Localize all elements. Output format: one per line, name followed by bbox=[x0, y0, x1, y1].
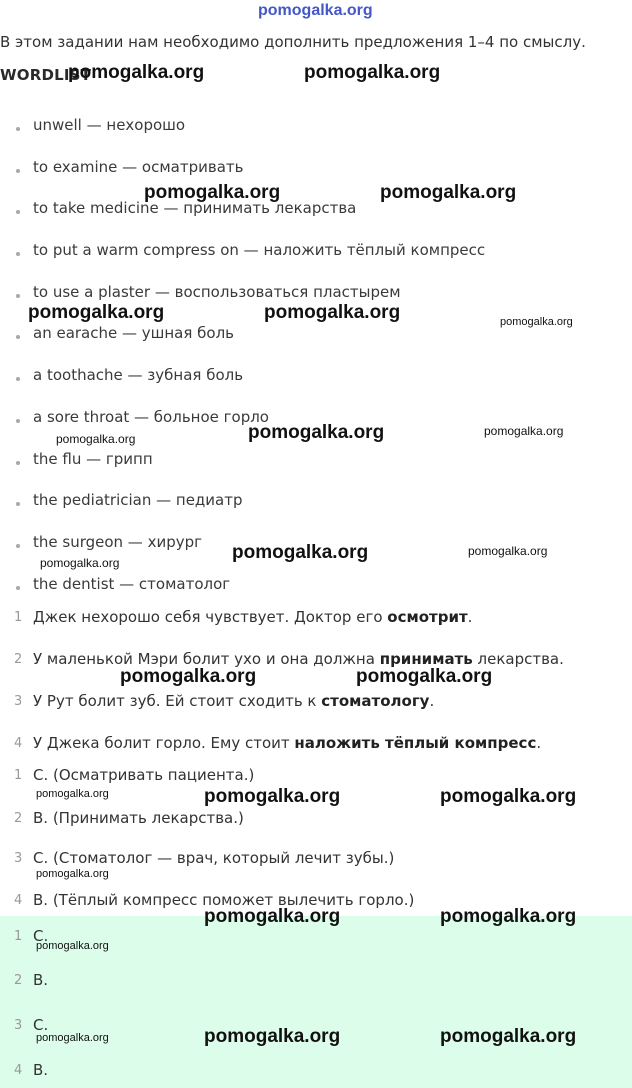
watermark: pomogalka.org bbox=[248, 422, 385, 443]
wordlist-item: the flu — грипп bbox=[33, 450, 153, 468]
watermark: pomogalka.org bbox=[28, 302, 165, 323]
bullet-icon bbox=[16, 210, 20, 214]
wordlist-item: to use a plaster — воспользоваться пластырем bbox=[33, 283, 401, 301]
wordlist-item: to examine — осматривать bbox=[33, 158, 244, 176]
watermark-small: pomogalka.org bbox=[468, 544, 548, 558]
wordlist-item: to put a warm compress on — наложить тёплый компресс bbox=[33, 241, 486, 259]
watermark: pomogalka.org bbox=[304, 62, 441, 83]
wordlist-item: the dentist — стоматолог bbox=[33, 575, 231, 593]
watermark: pomogalka.org bbox=[232, 542, 369, 563]
watermark-small: pomogalka.org bbox=[36, 1032, 109, 1044]
wordlist-item: a sore throat — больное горло bbox=[33, 408, 269, 426]
explanation-text: C. (Осматривать пациента.) bbox=[33, 766, 255, 784]
watermark: pomogalka.org bbox=[204, 786, 341, 807]
item-number: 1 bbox=[14, 610, 23, 625]
item-number: 2 bbox=[14, 973, 23, 988]
item-number: 3 bbox=[14, 1018, 23, 1033]
explanation-text: C. (Стоматолог — врач, который лечит зубы.) bbox=[33, 849, 395, 867]
answer-text: B. bbox=[33, 1061, 49, 1079]
bullet-icon bbox=[16, 252, 20, 256]
watermark-small: pomogalka.org bbox=[36, 868, 109, 880]
watermark: pomogalka.org bbox=[264, 302, 401, 323]
intro-text: В этом задании нам необходимо дополнить предложения 1–4 по смыслу. bbox=[0, 33, 586, 51]
watermark: pomogalka.org bbox=[380, 182, 517, 203]
task-sentence: У Джека болит горло. Ему стоит наложить тёплый компресс. bbox=[33, 734, 542, 752]
wordlist-item: to take medicine — принимать лекарства bbox=[33, 199, 357, 217]
item-number: 1 bbox=[14, 768, 23, 783]
answer-text: C. bbox=[33, 927, 49, 945]
wordlist-item: an earache — ушная боль bbox=[33, 324, 235, 342]
watermark: pomogalka.org bbox=[120, 666, 257, 687]
watermark-small: pomogalka.org bbox=[36, 940, 109, 952]
task-sentence: У Рут болит зуб. Ей стоит сходить к стоматологу. bbox=[33, 692, 435, 710]
wordlist-item: the pediatrician — педиатр bbox=[33, 491, 243, 509]
watermark: pomogalka.org bbox=[440, 786, 577, 807]
bullet-icon bbox=[16, 419, 20, 423]
answer-text: C. bbox=[33, 1016, 49, 1034]
watermark: pomogalka.org bbox=[440, 906, 577, 927]
item-number: 4 bbox=[14, 736, 23, 751]
bullet-icon bbox=[16, 377, 20, 381]
item-number: 1 bbox=[14, 929, 23, 944]
explanation-text: B. (Тёплый компресс поможет вылечить горло.) bbox=[33, 891, 415, 909]
wordlist-item: a toothache — зубная боль bbox=[33, 366, 244, 384]
watermark: pomogalka.org bbox=[440, 1026, 577, 1047]
answer-text: B. bbox=[33, 971, 49, 989]
item-number: 2 bbox=[14, 811, 23, 826]
watermark: pomogalka.org bbox=[204, 906, 341, 927]
wordlist-item: unwell — нехорошо bbox=[33, 116, 186, 134]
bullet-icon bbox=[16, 335, 20, 339]
explanation-text: B. (Принимать лекарства.) bbox=[33, 809, 244, 827]
watermark-small: pomogalka.org bbox=[36, 788, 109, 800]
bullet-icon bbox=[16, 127, 20, 131]
bullet-icon bbox=[16, 294, 20, 298]
item-number: 3 bbox=[14, 694, 23, 709]
watermark-small: pomogalka.org bbox=[500, 316, 573, 328]
wordlist-item: the surgeon — хирург bbox=[33, 533, 203, 551]
item-number: 2 bbox=[14, 652, 23, 667]
task-sentence: У маленькой Мэри болит ухо и она должна принимать лекарства. bbox=[33, 650, 564, 668]
watermark-small: pomogalka.org bbox=[56, 432, 136, 446]
item-number: 4 bbox=[14, 893, 23, 908]
bullet-icon bbox=[16, 461, 20, 465]
top-watermark: pomogalka.org bbox=[258, 2, 373, 19]
bullet-icon bbox=[16, 169, 20, 173]
bullet-icon bbox=[16, 544, 20, 548]
watermark-small: pomogalka.org bbox=[484, 424, 564, 438]
bullet-icon bbox=[16, 502, 20, 506]
wordlist-heading: WORDLIST bbox=[0, 66, 92, 84]
item-number: 4 bbox=[14, 1063, 23, 1078]
watermark: pomogalka.org bbox=[68, 62, 205, 83]
watermark: pomogalka.org bbox=[204, 1026, 341, 1047]
watermark: pomogalka.org bbox=[144, 182, 281, 203]
bullet-icon bbox=[16, 586, 20, 590]
item-number: 3 bbox=[14, 851, 23, 866]
task-sentence: Джек нехорошо себя чувствует. Доктор его осмотрит. bbox=[33, 608, 473, 626]
watermark: pomogalka.org bbox=[356, 666, 493, 687]
watermark-small: pomogalka.org bbox=[40, 556, 120, 570]
